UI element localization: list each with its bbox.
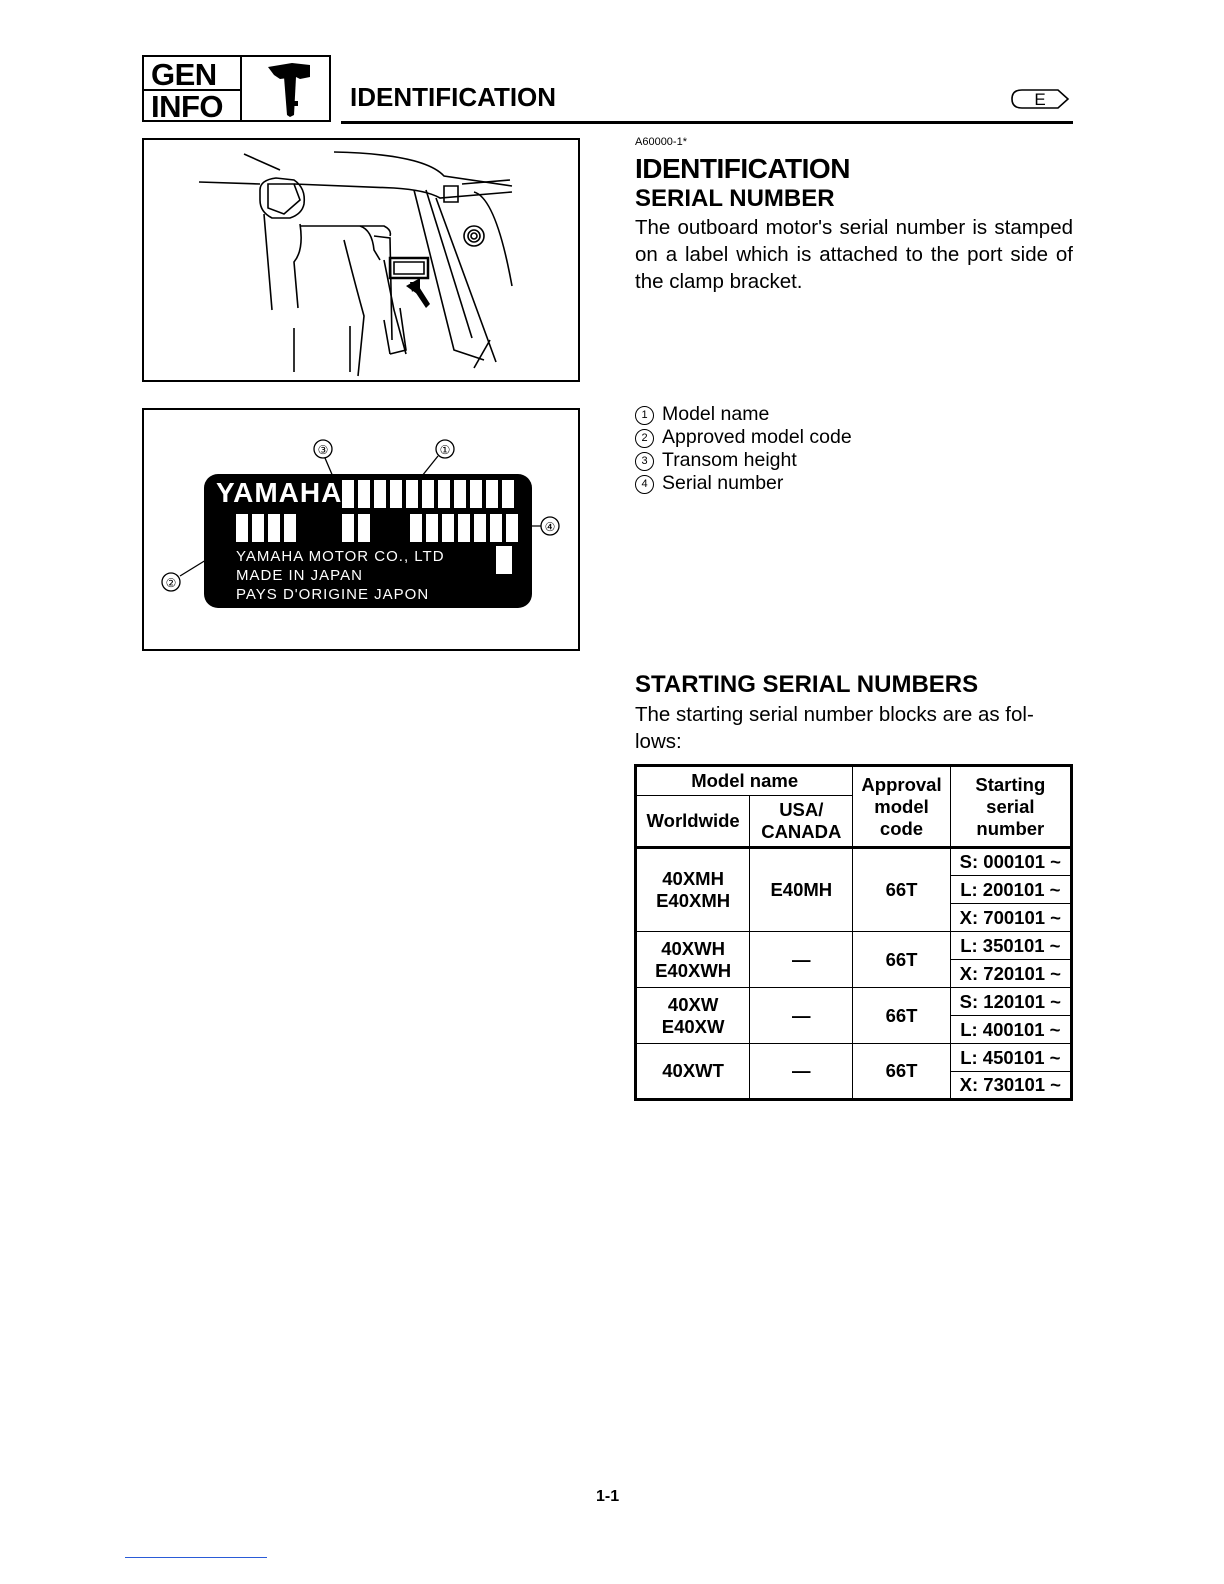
starting-serial-paragraph: The starting serial number blocks are as fol-lows: xyxy=(635,703,1034,753)
header-starting-serial: Starting serial number xyxy=(950,766,1071,848)
serial-cell: S: 000101 ~ xyxy=(950,848,1071,876)
callout-1: ① xyxy=(439,443,451,457)
bottom-link-line xyxy=(125,1557,267,1558)
serial-cell: X: 730101 ~ xyxy=(950,1072,1071,1100)
callout-2: ② xyxy=(165,576,177,590)
code-cell: 66T xyxy=(853,932,950,988)
usa-cell: — xyxy=(750,932,853,988)
label-brand: YAMAHA xyxy=(216,477,343,508)
label-line1: YAMAHA MOTOR CO., LTD xyxy=(236,548,445,565)
worldwide-cell: 40XWH E40XWH xyxy=(636,932,750,988)
header-approval: Approval model code xyxy=(853,766,950,848)
label-line2: MADE IN JAPAN xyxy=(236,567,363,584)
serial-label-figure xyxy=(142,408,580,651)
header-rule xyxy=(341,121,1073,124)
callout-4: ④ xyxy=(544,520,556,534)
starting-serial-heading: STARTING SERIAL NUMBERS xyxy=(635,671,979,698)
serial-cell: L: 200101 ~ xyxy=(950,876,1071,904)
legend-number: 2 xyxy=(635,429,654,448)
figure-legend xyxy=(635,403,852,495)
serial-number-table xyxy=(634,764,1073,1101)
table-row xyxy=(636,932,1072,960)
subsection-heading: SERIAL NUMBER xyxy=(635,185,835,212)
serial-cell: X: 700101 ~ xyxy=(950,904,1071,932)
worldwide-cell: 40XW E40XW xyxy=(636,988,750,1044)
page-number: 1-1 xyxy=(596,1488,620,1505)
code-cell: 66T xyxy=(853,988,950,1044)
legend-text: Transom height xyxy=(662,449,797,471)
language-badge-text: E xyxy=(1034,90,1046,109)
legend-text: Approved model code xyxy=(662,426,852,448)
worldwide-cell: 40XMH E40XMH xyxy=(636,848,750,932)
legend-number: 1 xyxy=(635,406,654,425)
legend-number: 4 xyxy=(635,475,654,494)
usa-cell: — xyxy=(750,988,853,1044)
header-model-name: Model name xyxy=(636,766,853,796)
section-label-line1: GEN xyxy=(151,57,217,92)
legend-item xyxy=(635,426,852,449)
clamp-bracket-figure xyxy=(142,138,580,382)
section-heading: IDENTIFICATION xyxy=(635,153,850,184)
usa-cell: — xyxy=(750,1044,853,1100)
header-usa-canada: USA/ CANADA xyxy=(750,796,853,848)
serial-cell: L: 350101 ~ xyxy=(950,932,1071,960)
legend-item xyxy=(635,449,852,472)
section-label-line2: INFO xyxy=(151,89,224,124)
callout-3: ③ xyxy=(317,443,329,457)
page-title: IDENTIFICATION xyxy=(350,82,557,112)
clamp-bracket-illustration-icon xyxy=(144,140,578,380)
header-worldwide: Worldwide xyxy=(636,796,750,848)
code-cell: 66T xyxy=(853,1044,950,1100)
serial-number-label-diagram xyxy=(144,410,578,649)
section-label xyxy=(144,57,242,124)
serial-cell: L: 450101 ~ xyxy=(950,1044,1071,1072)
label-line3: PAYS D'ORIGINE JAPON xyxy=(236,586,430,603)
language-badge-icon xyxy=(1010,87,1070,111)
serial-cell: S: 120101 ~ xyxy=(950,988,1071,1016)
table-row xyxy=(636,848,1072,876)
worldwide-cell: 40XWT xyxy=(636,1044,750,1100)
serial-cell: L: 400101 ~ xyxy=(950,1016,1071,1044)
legend-number: 3 xyxy=(635,452,654,471)
outboard-motor-icon xyxy=(244,57,329,120)
section-tab xyxy=(142,55,331,122)
legend-text: Model name xyxy=(662,403,770,425)
serial-paragraph: The outboard motor's serial number is stamped on a label which is attached to the port side of the clamp bracket. xyxy=(635,216,1073,293)
document-code: A60000-1* xyxy=(635,136,687,148)
code-cell: 66T xyxy=(853,848,950,932)
table-row xyxy=(636,988,1072,1016)
legend-item xyxy=(635,403,852,426)
legend-item xyxy=(635,472,852,495)
legend-text: Serial number xyxy=(662,472,784,494)
table-row xyxy=(636,1044,1072,1072)
serial-cell: X: 720101 ~ xyxy=(950,960,1071,988)
usa-cell: E40MH xyxy=(750,848,853,932)
